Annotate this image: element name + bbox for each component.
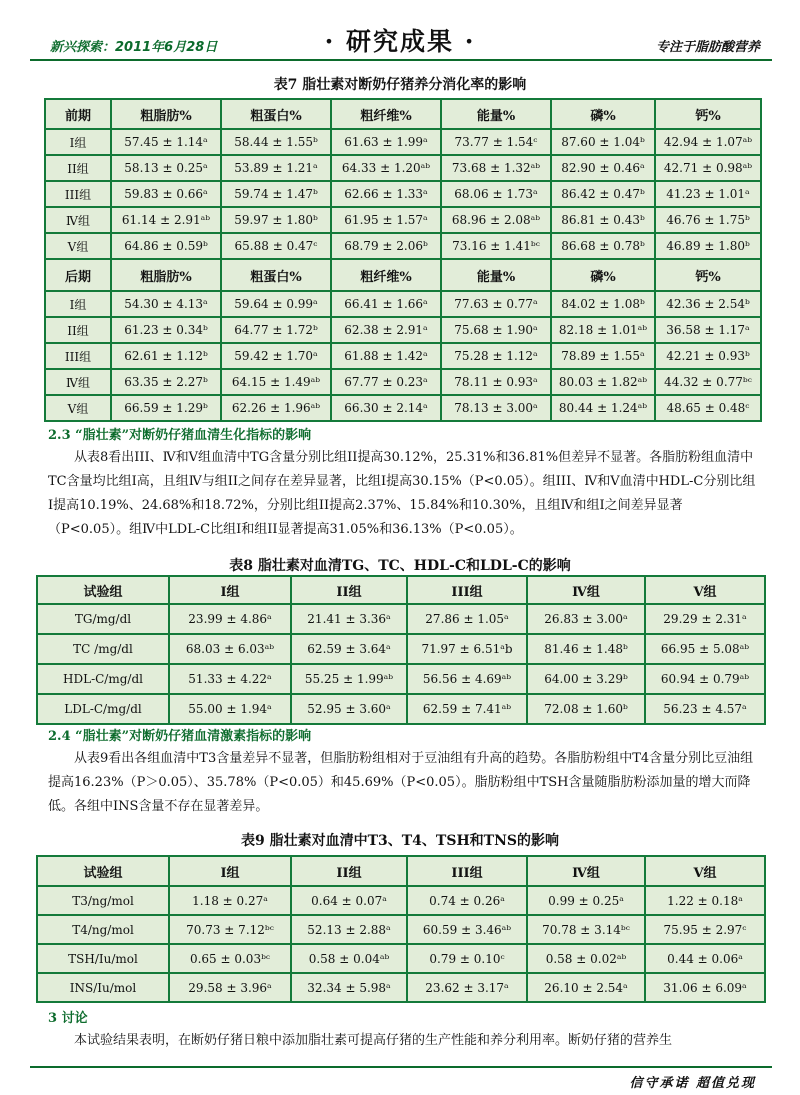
- value-cell: 0.79 ± 0.10ᶜ: [407, 944, 527, 973]
- value-cell: 61.88 ± 1.42ᵃ: [331, 343, 441, 369]
- row-label-cell: TC /mg/dl: [37, 634, 169, 664]
- value-cell: 64.15 ± 1.49ᵃᵇ: [221, 369, 331, 395]
- section-2-3-paragraph: 从表8看出III、Ⅳ和Ⅴ组血清中TG含量分别比组II提高30.12%，25.31%和36.81%但差异不显著。各脂肪粉组血清中TC含量均比组I高，且组Ⅳ与组II之间存在差异显著，比组I提高30.15%（P<0.05）。组III、Ⅳ和Ⅴ血清中HDL-C分别比组I提高10.19%、24.68%和18.72%，分别比组II提高2.37%、15.84%和10.30%，且组Ⅳ和组I之间差异显著（P<0.05）。组Ⅳ中LDL-C比组I和组II显著提高31.05%和36.13%（P<0.05）。: [48, 450, 756, 537]
- header-cell: 粗纤维%: [331, 99, 441, 129]
- value-cell: 81.46 ± 1.48ᵇ: [527, 634, 645, 664]
- header-cell: 钙%: [655, 99, 761, 129]
- value-cell: 66.30 ± 2.14ᵃ: [331, 395, 441, 421]
- value-cell: 78.13 ± 3.00ᵃ: [441, 395, 551, 421]
- value-cell: 70.73 ± 7.12ᵇᶜ: [169, 915, 291, 944]
- header-cell: 磷%: [551, 99, 655, 129]
- value-cell: 55.25 ± 1.99ᵃᵇ: [291, 664, 407, 694]
- value-cell: 27.86 ± 1.05ᵃ: [407, 604, 527, 634]
- value-cell: 62.61 ± 1.12ᵇ: [111, 343, 221, 369]
- table7: [44, 98, 762, 422]
- value-cell: 66.59 ± 1.29ᵇ: [111, 395, 221, 421]
- header-cell: 试验组: [37, 856, 169, 886]
- value-cell: 59.97 ± 1.80ᵇ: [221, 207, 331, 233]
- value-cell: 64.86 ± 0.59ᵇ: [111, 233, 221, 259]
- table7-early-header: [45, 99, 761, 129]
- value-cell: 26.83 ± 3.00ᵃ: [527, 604, 645, 634]
- value-cell: 62.59 ± 3.64ᵃ: [291, 634, 407, 664]
- value-cell: 62.26 ± 1.96ᵃᵇ: [221, 395, 331, 421]
- value-cell: 87.60 ± 1.04ᵇ: [551, 129, 655, 155]
- header-cell: 钙%: [655, 259, 761, 291]
- row-label-cell: I组: [45, 129, 111, 155]
- table-row: [45, 369, 761, 395]
- row-label-cell: T4/ng/mol: [37, 915, 169, 944]
- row-label-cell: II组: [45, 155, 111, 181]
- table8: [36, 575, 766, 725]
- header-cell: Ⅳ组: [527, 856, 645, 886]
- table-row: [45, 155, 761, 181]
- header-cell: 磷%: [551, 259, 655, 291]
- value-cell: 56.56 ± 4.69ᵃᵇ: [407, 664, 527, 694]
- header-cell: I组: [169, 576, 291, 604]
- table-row: [45, 233, 761, 259]
- value-cell: 78.89 ± 1.55ᵃ: [551, 343, 655, 369]
- footer-slogan: 信守承诺 超值兑现: [629, 1076, 756, 1091]
- row-label-cell: Ⅳ组: [45, 369, 111, 395]
- header-cell: II组: [291, 856, 407, 886]
- value-cell: 58.13 ± 0.25ᵃ: [111, 155, 221, 181]
- value-cell: 42.71 ± 0.98ᵃᵇ: [655, 155, 761, 181]
- table-row: [45, 291, 761, 317]
- table9-caption: 表9 脂壮素对血清中T3、T4、TSH和TNS的影响: [240, 833, 559, 849]
- row-label-cell: III组: [45, 343, 111, 369]
- header-cell: Ⅳ组: [527, 576, 645, 604]
- value-cell: 68.96 ± 2.08ᵃᵇ: [441, 207, 551, 233]
- row-label-cell: I组: [45, 291, 111, 317]
- value-cell: 57.45 ± 1.14ᵃ: [111, 129, 221, 155]
- value-cell: 55.00 ± 1.94ᵃ: [169, 694, 291, 724]
- value-cell: 70.78 ± 3.14ᵇᶜ: [527, 915, 645, 944]
- header-cell: 后期: [45, 259, 111, 291]
- table-row: [37, 634, 765, 664]
- table7-late-header: [45, 259, 761, 291]
- value-cell: 84.02 ± 1.08ᵇ: [551, 291, 655, 317]
- value-cell: 36.58 ± 1.17ᵃ: [655, 317, 761, 343]
- value-cell: 31.06 ± 6.09ᵃ: [645, 973, 765, 1002]
- section-3-paragraph: 本试验结果表明，在断奶仔猪日粮中添加脂壮素可提高仔猪的生产性能和养分利用率。断奶仔猪的营养生: [74, 1033, 673, 1048]
- value-cell: 63.35 ± 2.27ᵇ: [111, 369, 221, 395]
- value-cell: 60.59 ± 3.46ᵃᵇ: [407, 915, 527, 944]
- table-row: [45, 343, 761, 369]
- row-label-cell: T3/ng/mol: [37, 886, 169, 915]
- header-cell: 粗纤维%: [331, 259, 441, 291]
- value-cell: 41.23 ± 1.01ᵃ: [655, 181, 761, 207]
- value-cell: 65.88 ± 0.47ᶜ: [221, 233, 331, 259]
- value-cell: 62.38 ± 2.91ᵃ: [331, 317, 441, 343]
- value-cell: 61.95 ± 1.57ᵃ: [331, 207, 441, 233]
- value-cell: 68.03 ± 6.03ᵃᵇ: [169, 634, 291, 664]
- table-row: [37, 973, 765, 1002]
- value-cell: 86.81 ± 0.43ᵇ: [551, 207, 655, 233]
- value-cell: 68.06 ± 1.73ᵃ: [441, 181, 551, 207]
- value-cell: 60.94 ± 0.79ᵃᵇ: [645, 664, 765, 694]
- value-cell: 75.28 ± 1.12ᵃ: [441, 343, 551, 369]
- value-cell: 0.58 ± 0.02ᵃᵇ: [527, 944, 645, 973]
- row-label-cell: INS/Iu/mol: [37, 973, 169, 1002]
- section-2-4-title: 2.4 “脂壮素”对断奶仔猪血清激素指标的影响: [48, 729, 312, 744]
- value-cell: 66.95 ± 5.08ᵃᵇ: [645, 634, 765, 664]
- value-cell: 75.95 ± 2.97ᶜ: [645, 915, 765, 944]
- row-label-cell: TSH/Iu/mol: [37, 944, 169, 973]
- value-cell: 54.30 ± 4.13ᵃ: [111, 291, 221, 317]
- header-rule: [30, 59, 772, 61]
- value-cell: 44.32 ± 0.77ᵇᶜ: [655, 369, 761, 395]
- value-cell: 80.44 ± 1.24ᵃᵇ: [551, 395, 655, 421]
- value-cell: 46.76 ± 1.75ᵇ: [655, 207, 761, 233]
- row-label-cell: TG/mg/dl: [37, 604, 169, 634]
- row-label-cell: III组: [45, 181, 111, 207]
- row-label-cell: II组: [45, 317, 111, 343]
- header-title: · 研究成果 ·: [324, 27, 476, 56]
- value-cell: 26.10 ± 2.54ᵃ: [527, 973, 645, 1002]
- header-cell: 粗蛋白%: [221, 259, 331, 291]
- value-cell: 73.16 ± 1.41ᵇᶜ: [441, 233, 551, 259]
- table-row: [37, 915, 765, 944]
- value-cell: 59.74 ± 1.47ᵇ: [221, 181, 331, 207]
- value-cell: 23.99 ± 4.86ᵃ: [169, 604, 291, 634]
- table7-caption: 表7 脂壮素对断奶仔猪养分消化率的影响: [273, 77, 527, 93]
- table9: [36, 855, 766, 1003]
- header-cell: 能量%: [441, 259, 551, 291]
- value-cell: 75.68 ± 1.90ᵃ: [441, 317, 551, 343]
- footer-rule: [30, 1066, 772, 1068]
- value-cell: 32.34 ± 5.98ᵃ: [291, 973, 407, 1002]
- value-cell: 58.44 ± 1.55ᵇ: [221, 129, 331, 155]
- value-cell: 80.03 ± 1.82ᵃᵇ: [551, 369, 655, 395]
- value-cell: 42.94 ± 1.07ᵃᵇ: [655, 129, 761, 155]
- value-cell: 62.66 ± 1.33ᵃ: [331, 181, 441, 207]
- value-cell: 52.95 ± 3.60ᵃ: [291, 694, 407, 724]
- value-cell: 0.58 ± 0.04ᵃᵇ: [291, 944, 407, 973]
- header-slogan: 专注于脂肪酸营养: [655, 40, 760, 55]
- table-row: [45, 395, 761, 421]
- value-cell: 56.23 ± 4.57ᵃ: [645, 694, 765, 724]
- value-cell: 42.21 ± 0.93ᵇ: [655, 343, 761, 369]
- table-row: [45, 317, 761, 343]
- value-cell: 23.62 ± 3.17ᵃ: [407, 973, 527, 1002]
- value-cell: 86.68 ± 0.78ᵇ: [551, 233, 655, 259]
- value-cell: 0.44 ± 0.06ᵃ: [645, 944, 765, 973]
- table9-header: [37, 856, 765, 886]
- row-label-cell: Ⅴ组: [45, 233, 111, 259]
- value-cell: 53.89 ± 1.21ᵃ: [221, 155, 331, 181]
- header-cell: 能量%: [441, 99, 551, 129]
- value-cell: 61.23 ± 0.34ᵇ: [111, 317, 221, 343]
- value-cell: 64.77 ± 1.72ᵇ: [221, 317, 331, 343]
- value-cell: 72.08 ± 1.60ᵇ: [527, 694, 645, 724]
- header-cell: II组: [291, 576, 407, 604]
- table-row: [45, 129, 761, 155]
- header-date: 新兴探索：2011年6月28日: [50, 40, 218, 55]
- value-cell: 0.74 ± 0.26ᵃ: [407, 886, 527, 915]
- value-cell: 29.29 ± 2.31ᵃ: [645, 604, 765, 634]
- header-cell: I组: [169, 856, 291, 886]
- value-cell: 29.58 ± 3.96ᵃ: [169, 973, 291, 1002]
- value-cell: 59.42 ± 1.70ᵃ: [221, 343, 331, 369]
- page-header: [0, 0, 800, 64]
- header-cell: Ⅴ组: [645, 576, 765, 604]
- table-row: [37, 694, 765, 724]
- value-cell: 0.99 ± 0.25ᵃ: [527, 886, 645, 915]
- value-cell: 59.64 ± 0.99ᵃ: [221, 291, 331, 317]
- value-cell: 71.97 ± 6.51ᵃb: [407, 634, 527, 664]
- value-cell: 66.41 ± 1.66ᵃ: [331, 291, 441, 317]
- value-cell: 64.00 ± 3.29ᵇ: [527, 664, 645, 694]
- value-cell: 61.63 ± 1.99ᵃ: [331, 129, 441, 155]
- table8-caption: 表8 脂壮素对血清TG、TC、HDL-C和LDL-C的影响: [229, 558, 571, 574]
- section-3-title: 3 讨论: [48, 1011, 88, 1026]
- header-cell: 粗蛋白%: [221, 99, 331, 129]
- value-cell: 82.18 ± 1.01ᵃᵇ: [551, 317, 655, 343]
- value-cell: 1.18 ± 0.27ᵃ: [169, 886, 291, 915]
- row-label-cell: LDL-C/mg/dl: [37, 694, 169, 724]
- value-cell: 61.14 ± 2.91ᵃᵇ: [111, 207, 221, 233]
- value-cell: 42.36 ± 2.54ᵇ: [655, 291, 761, 317]
- table-row: [37, 664, 765, 694]
- value-cell: 59.83 ± 0.66ᵃ: [111, 181, 221, 207]
- table-row: [37, 886, 765, 915]
- value-cell: 1.22 ± 0.18ᵃ: [645, 886, 765, 915]
- value-cell: 64.33 ± 1.20ᵃᵇ: [331, 155, 441, 181]
- row-label-cell: HDL-C/mg/dl: [37, 664, 169, 694]
- table-row: [37, 604, 765, 634]
- table-row: [45, 181, 761, 207]
- header-cell: 前期: [45, 99, 111, 129]
- value-cell: 48.65 ± 0.48ᶜ: [655, 395, 761, 421]
- value-cell: 73.68 ± 1.32ᵃᵇ: [441, 155, 551, 181]
- table-row: [45, 207, 761, 233]
- value-cell: 77.63 ± 0.77ᵃ: [441, 291, 551, 317]
- value-cell: 51.33 ± 4.22ᵃ: [169, 664, 291, 694]
- value-cell: 0.65 ± 0.03ᵇᶜ: [169, 944, 291, 973]
- value-cell: 52.13 ± 2.88ᵃ: [291, 915, 407, 944]
- header-cell: 试验组: [37, 576, 169, 604]
- table-row: [37, 944, 765, 973]
- header-cell: III组: [407, 856, 527, 886]
- value-cell: 0.64 ± 0.07ᵃ: [291, 886, 407, 915]
- header-cell: III组: [407, 576, 527, 604]
- value-cell: 82.90 ± 0.46ᵃ: [551, 155, 655, 181]
- value-cell: 73.77 ± 1.54ᶜ: [441, 129, 551, 155]
- section-2-4-paragraph: 从表9看出各组血清中T3含量差异不显著，但脂肪粉组相对于豆油组有升高的趋势。各脂肪粉组中T4含量分别比豆油组提高16.23%（P＞0.05）、35.78%（P<0.05）和45.69%（P<0.05）。脂肪粉组中TSH含量随脂肪粉添加量的增大而降低。各组中INS含量不存在显著差异。: [48, 751, 754, 814]
- row-label-cell: Ⅳ组: [45, 207, 111, 233]
- header-cell: Ⅴ组: [645, 856, 765, 886]
- value-cell: 67.77 ± 0.23ᵃ: [331, 369, 441, 395]
- value-cell: 68.79 ± 2.06ᵇ: [331, 233, 441, 259]
- row-label-cell: Ⅴ组: [45, 395, 111, 421]
- value-cell: 86.42 ± 0.47ᵇ: [551, 181, 655, 207]
- value-cell: 46.89 ± 1.80ᵇ: [655, 233, 761, 259]
- header-cell: 粗脂肪%: [111, 99, 221, 129]
- table8-header: [37, 576, 765, 604]
- value-cell: 21.41 ± 3.36ᵃ: [291, 604, 407, 634]
- value-cell: 78.11 ± 0.93ᵃ: [441, 369, 551, 395]
- section-2-3-title: 2.3 “脂壮素”对断奶仔猪血清生化指标的影响: [48, 428, 312, 443]
- value-cell: 62.59 ± 7.41ᵃᵇ: [407, 694, 527, 724]
- header-cell: 粗脂肪%: [111, 259, 221, 291]
